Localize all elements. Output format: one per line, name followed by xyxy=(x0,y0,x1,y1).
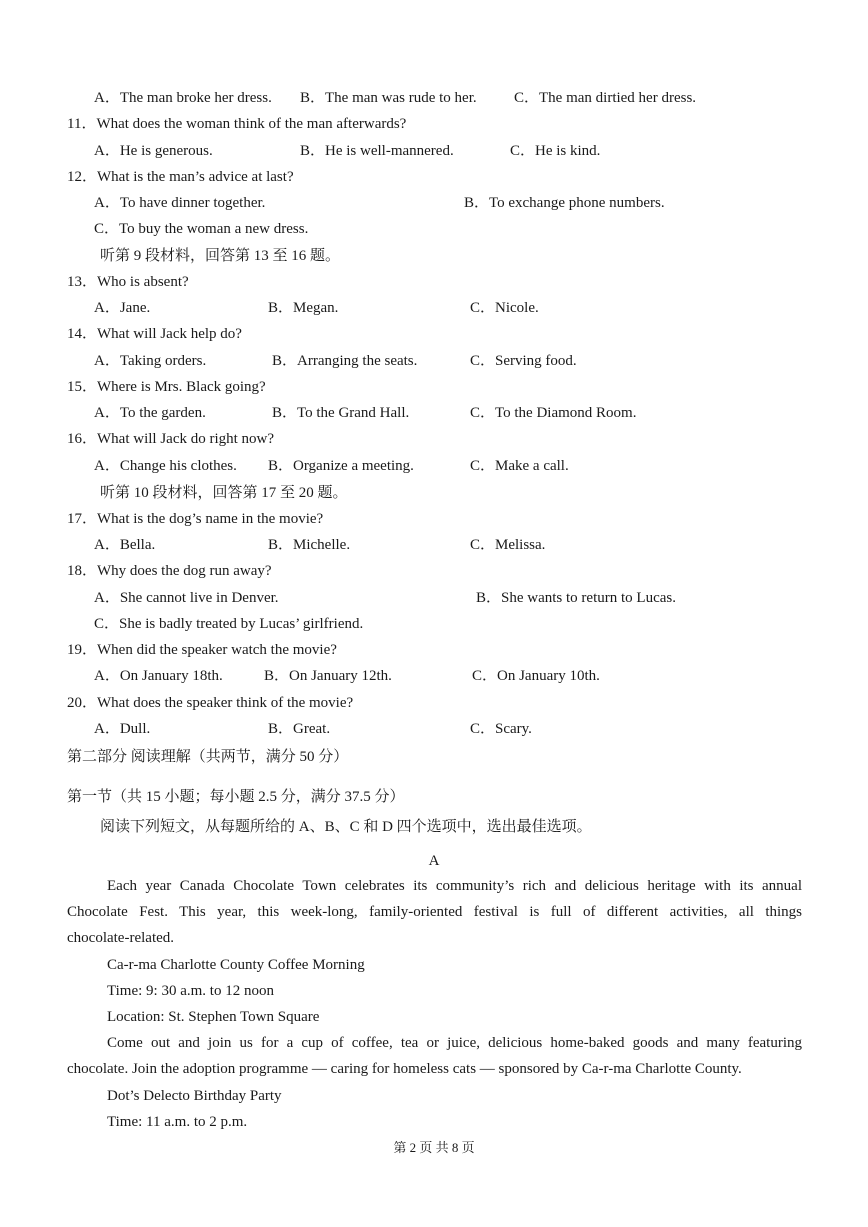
event-2-time: Time: 11 a.m. to 2 p.m. xyxy=(107,1114,248,1130)
q18-option-a: A．She cannot live in Denver. xyxy=(94,590,279,606)
question-17-stem: 17．What is the dog’s name in the movie? xyxy=(67,511,324,527)
reading-instructions: 阅读下列短文，从每题所给的 A、B、C 和 D 四个选项中，选出最佳选项。 xyxy=(100,819,592,835)
page-number: 第 2 页 共 8 页 xyxy=(393,1140,475,1155)
question-13-stem: 13．Who is absent? xyxy=(67,274,189,290)
q18-option-b: B．She wants to return to Lucas. xyxy=(476,590,676,606)
event-1-time: Time: 9: 30 a.m. to 12 noon xyxy=(107,983,274,999)
section-1-title: 第一节（共 15 小题；每小题 2.5 分，满分 37.5 分） xyxy=(67,789,405,805)
passage-line: Each year Canada Chocolate Town celebrates its community’s rich and delicious heritage with its annual xyxy=(107,878,802,894)
q12-option-b: B．To exchange phone numbers. xyxy=(464,195,665,211)
q17-option-c: C．Melissa. xyxy=(470,537,546,553)
listening-section-9: 听第 9 段材料，回答第 13 至 16 题。 xyxy=(100,248,341,264)
question-15-stem: 15．Where is Mrs. Black going? xyxy=(67,379,266,395)
event-1-description: chocolate. Join the adoption programme — caring for homeless cats — sponsored by Ca-r-ma Charlotte County. xyxy=(67,1061,742,1077)
q15-option-a: A．To the garden. xyxy=(94,405,206,421)
event-1-location: Location: St. Stephen Town Square xyxy=(107,1009,320,1025)
q13-option-a: A．Jane. xyxy=(94,300,151,316)
q10-option-c: C．The man dirtied her dress. xyxy=(514,90,697,106)
question-14-stem: 14．What will Jack help do? xyxy=(67,326,242,342)
q15-option-c: C．To the Diamond Room. xyxy=(470,405,637,421)
question-12-stem: 12．What is the man’s advice at last? xyxy=(67,169,294,185)
question-19-stem: 19．When did the speaker watch the movie? xyxy=(67,642,337,658)
part-2-title: 第二部分 阅读理解（共两节，满分 50 分） xyxy=(67,749,349,765)
q16-option-c: C．Make a call. xyxy=(470,458,569,474)
q11-option-c: C．He is kind. xyxy=(510,143,601,159)
question-18-stem: 18．Why does the dog run away? xyxy=(67,563,272,579)
q20-option-a: A．Dull. xyxy=(94,721,151,737)
passage-line: chocolate-related. xyxy=(67,930,175,946)
q11-option-a: A．He is generous. xyxy=(94,143,213,159)
q12-option-c: C．To buy the woman a new dress. xyxy=(94,221,309,237)
q13-option-b: B．Megan. xyxy=(268,300,339,316)
q20-option-c: C．Scary. xyxy=(470,721,532,737)
question-20-stem: 20．What does the speaker think of the movie? xyxy=(67,695,354,711)
q18-option-c: C．She is badly treated by Lucas’ girlfriend. xyxy=(94,616,364,632)
q20-option-b: B．Great. xyxy=(268,721,331,737)
event-1-description: Come out and join us for a cup of coffee, tea or juice, delicious home-baked goods and many featuring xyxy=(107,1035,802,1051)
q17-option-b: B．Michelle. xyxy=(268,537,351,553)
passage-letter: A xyxy=(428,853,440,869)
q14-option-c: C．Serving food. xyxy=(470,353,577,369)
event-1-name: Ca-r-ma Charlotte County Coffee Morning xyxy=(107,957,365,973)
q15-option-b: B．To the Grand Hall. xyxy=(272,405,410,421)
passage-line: Chocolate Fest. This year, this week-long, family-oriented festival is full of different activities, all things xyxy=(67,904,802,920)
q14-option-b: B．Arranging the seats. xyxy=(272,353,418,369)
q17-option-a: A．Bella. xyxy=(94,537,156,553)
q10-option-a: A．The man broke her dress. xyxy=(94,90,272,106)
q13-option-c: C．Nicole. xyxy=(470,300,539,316)
q16-option-a: A．Change his clothes. xyxy=(94,458,237,474)
question-16-stem: 16．What will Jack do right now? xyxy=(67,431,275,447)
q19-option-b: B．On January 12th. xyxy=(264,668,392,684)
q19-option-a: A．On January 18th. xyxy=(94,668,223,684)
q11-option-b: B．He is well-mannered. xyxy=(300,143,454,159)
q19-option-c: C．On January 10th. xyxy=(472,668,600,684)
question-11-stem: 11．What does the woman think of the man afterwards? xyxy=(67,116,407,132)
q14-option-a: A．Taking orders. xyxy=(94,353,207,369)
listening-section-10: 听第 10 段材料，回答第 17 至 20 题。 xyxy=(100,485,348,501)
event-2-name: Dot’s Delecto Birthday Party xyxy=(107,1088,282,1104)
q16-option-b: B．Organize a meeting. xyxy=(268,458,414,474)
q12-option-a: A．To have dinner together. xyxy=(94,195,266,211)
q10-option-b: B．The man was rude to her. xyxy=(300,90,477,106)
